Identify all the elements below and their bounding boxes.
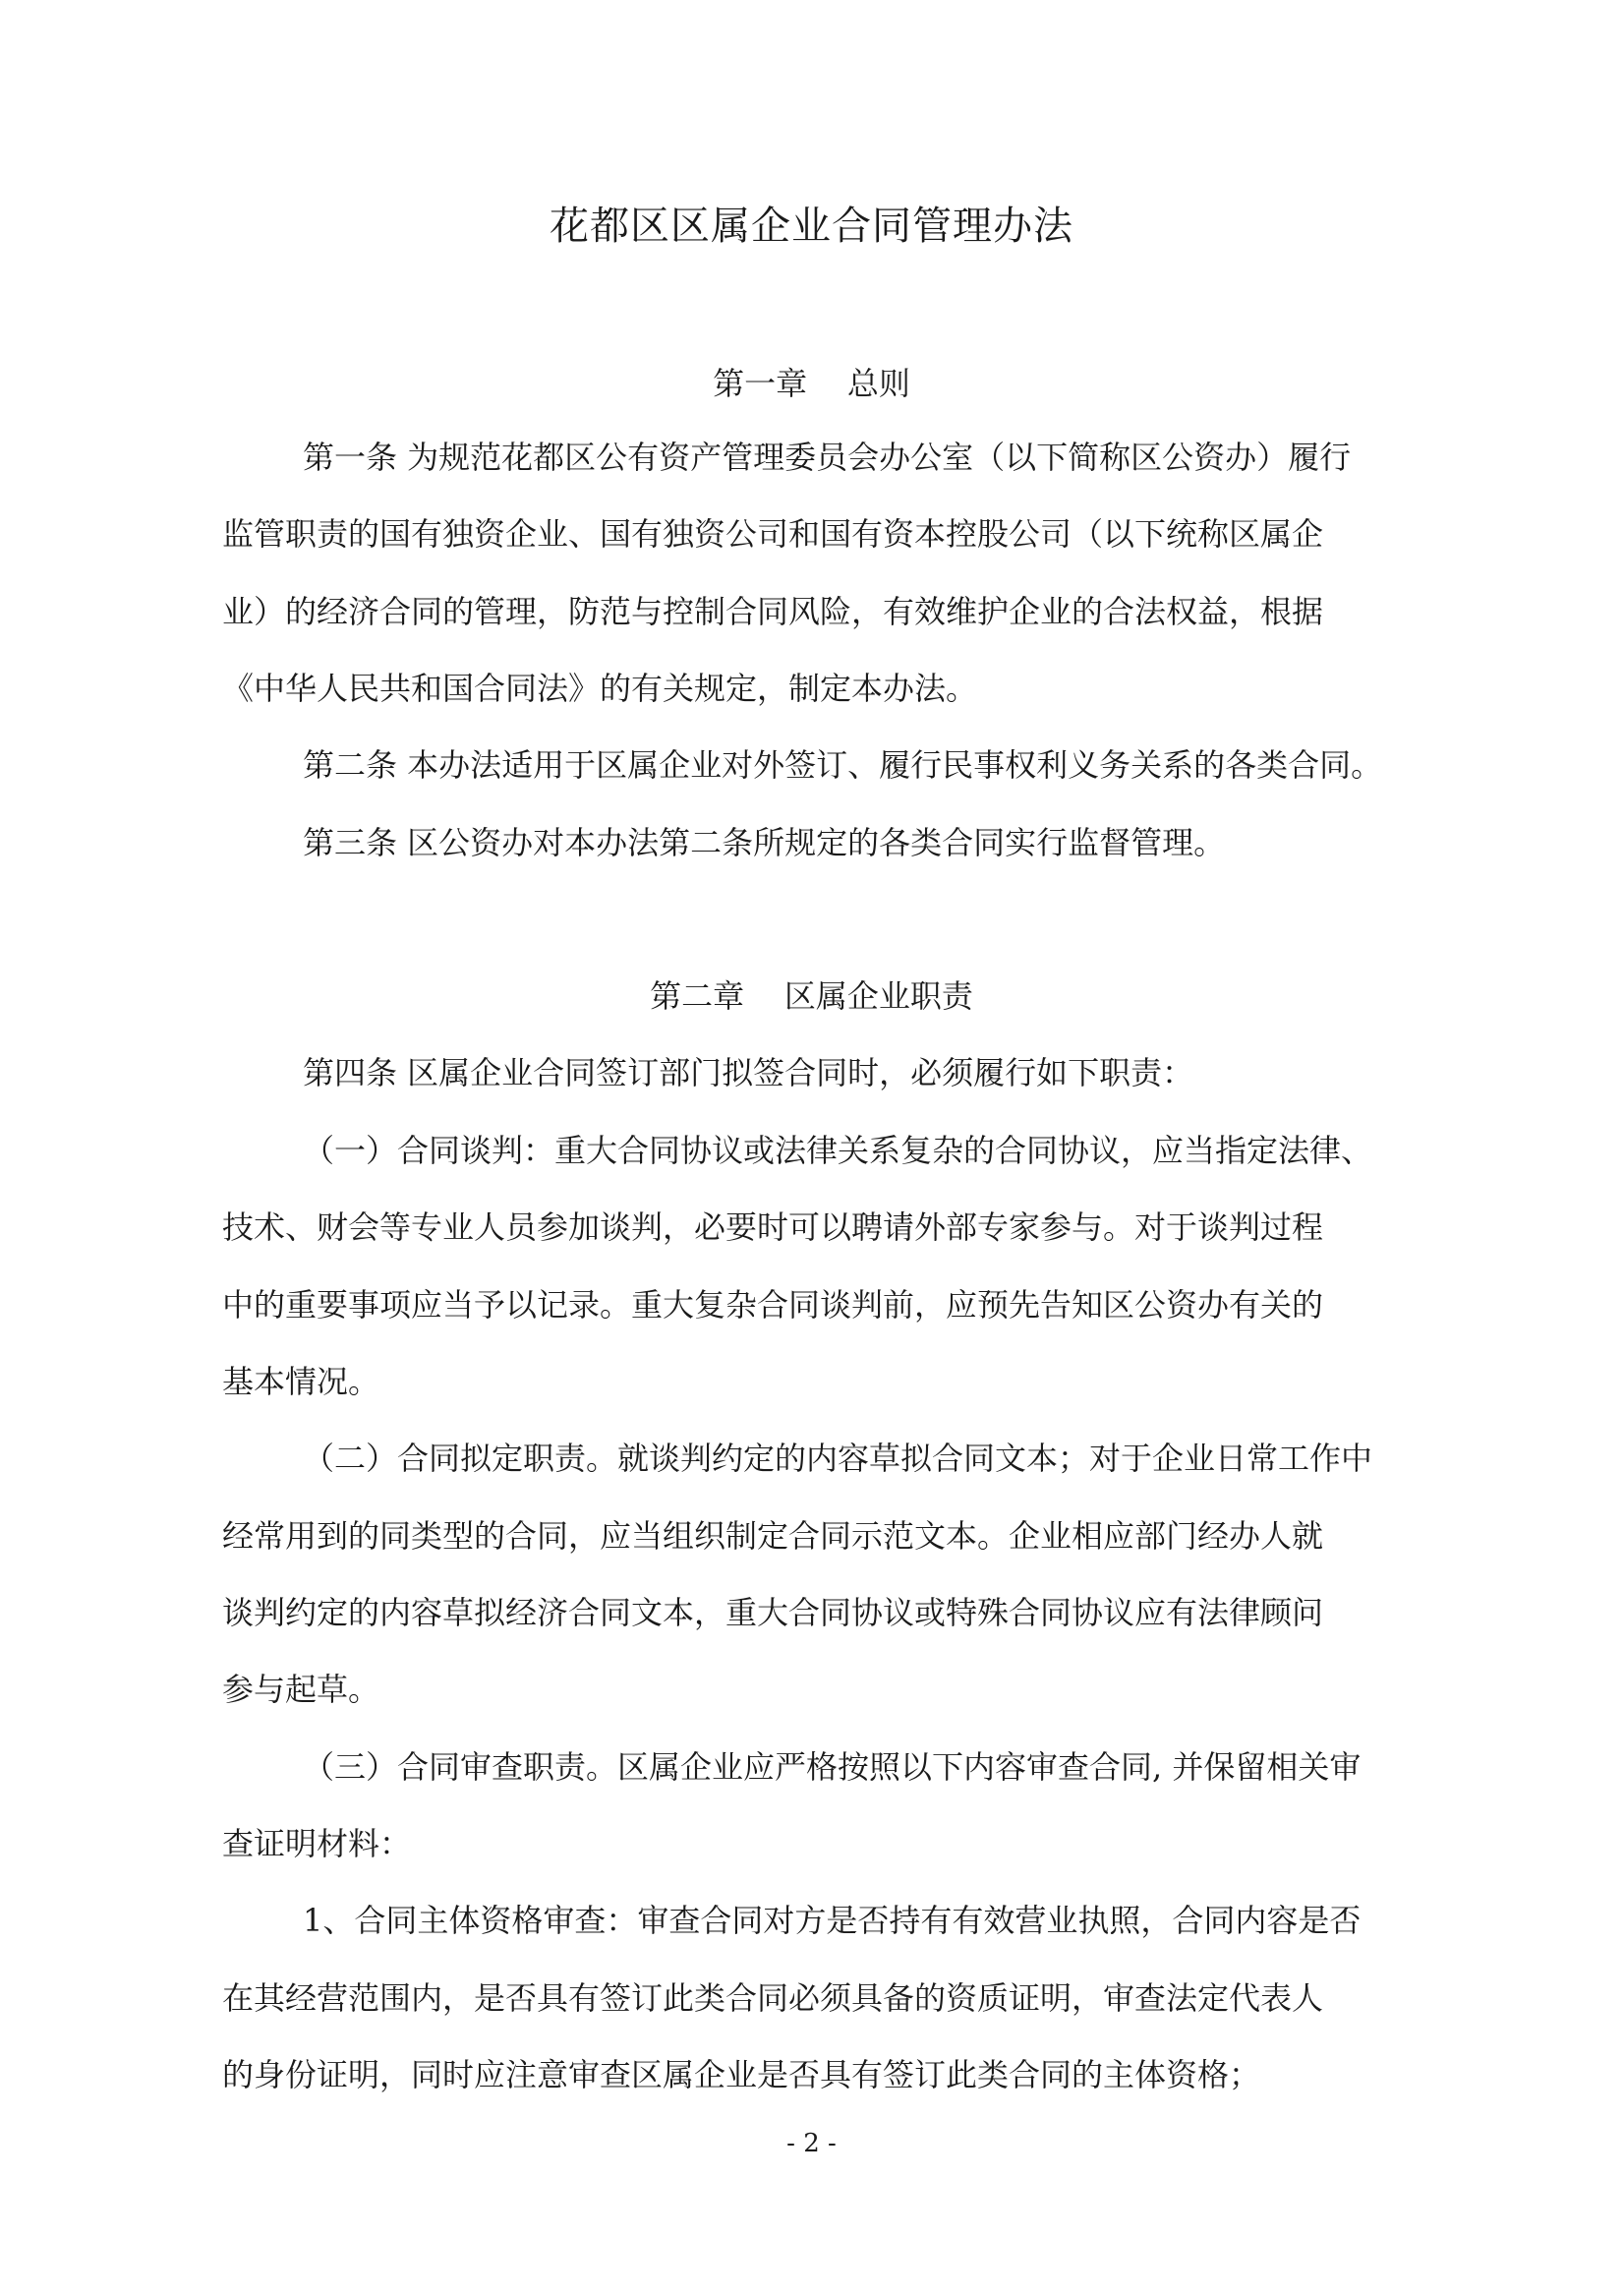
chapter-heading-2: 第二章 区属企业职责 bbox=[650, 977, 973, 1015]
article-1-line-3: 业）的经济合同的管理，防范与控制合同风险，有效维护企业的合法权益，根据 bbox=[222, 593, 1324, 630]
item-1-line-3: 中的重要事项应当予以记录。重大复杂合同谈判前，应预先告知区公资办有关的 bbox=[222, 1286, 1324, 1324]
article-3-line: 第三条 区公资办对本办法第二条所规定的各类合同实行监督管理。 bbox=[303, 824, 1226, 861]
chapter-heading-1: 第一章 总则 bbox=[713, 365, 910, 402]
article-1-line-4: 《中华人民共和国合同法》的有关规定，制定本办法。 bbox=[222, 670, 978, 707]
item-1-line-2: 技术、财会等专业人员参加谈判，必要时可以聘请外部专家参与。对于谈判过程 bbox=[222, 1208, 1324, 1246]
page-number: - 2 - bbox=[786, 2129, 837, 2158]
document-title: 花都区区属企业合同管理办法 bbox=[550, 204, 1073, 249]
article-2-line: 第二条 本办法适用于区属企业对外签订、履行民事权利义务关系的各类合同。 bbox=[303, 746, 1383, 784]
article-1-line-1: 第一条 为规范花都区公有资产管理委员会办公室（以下简称区公资办）履行 bbox=[303, 439, 1352, 476]
item-2-line-1: （二）合同拟定职责。就谈判约定的内容草拟合同文本；对于企业日常工作中 bbox=[303, 1440, 1373, 1477]
article-4-line: 第四条 区属企业合同签订部门拟签合同时，必须履行如下职责： bbox=[303, 1054, 1194, 1091]
item-1-line-1: （一）合同谈判：重大合同协议或法律关系复杂的合同协议，应当指定法律、 bbox=[303, 1132, 1373, 1169]
item-2-line-3: 谈判约定的内容草拟经济合同文本，重大合同协议或特殊合同协议应有法律顾问 bbox=[222, 1594, 1324, 1631]
item-3-line-1: （三）合同审查职责。区属企业应严格按照以下内容审查合同, 并保留相关审 bbox=[303, 1748, 1362, 1786]
item-2-line-4: 参与起草。 bbox=[222, 1671, 380, 1708]
item-1-line-4: 基本情况。 bbox=[222, 1363, 380, 1400]
article-1-line-2: 监管职责的国有独资企业、国有独资公司和国有资本控股公司（以下统称区属企 bbox=[222, 515, 1324, 553]
subitem-1-line-2: 在其经营范围内，是否具有签订此类合同必须具备的资质证明，审查法定代表人 bbox=[222, 1979, 1324, 2017]
item-3-line-2: 查证明材料： bbox=[222, 1825, 412, 1862]
subitem-1-line-1: 1、合同主体资格审查：审查合同对方是否持有有效营业执照，合同内容是否 bbox=[303, 1902, 1362, 1939]
item-2-line-2: 经常用到的同类型的合同，应当组织制定合同示范文本。企业相应部门经办人就 bbox=[222, 1517, 1324, 1555]
subitem-1-line-3: 的身份证明，同时应注意审查区属企业是否具有签订此类合同的主体资格； bbox=[222, 2056, 1261, 2093]
